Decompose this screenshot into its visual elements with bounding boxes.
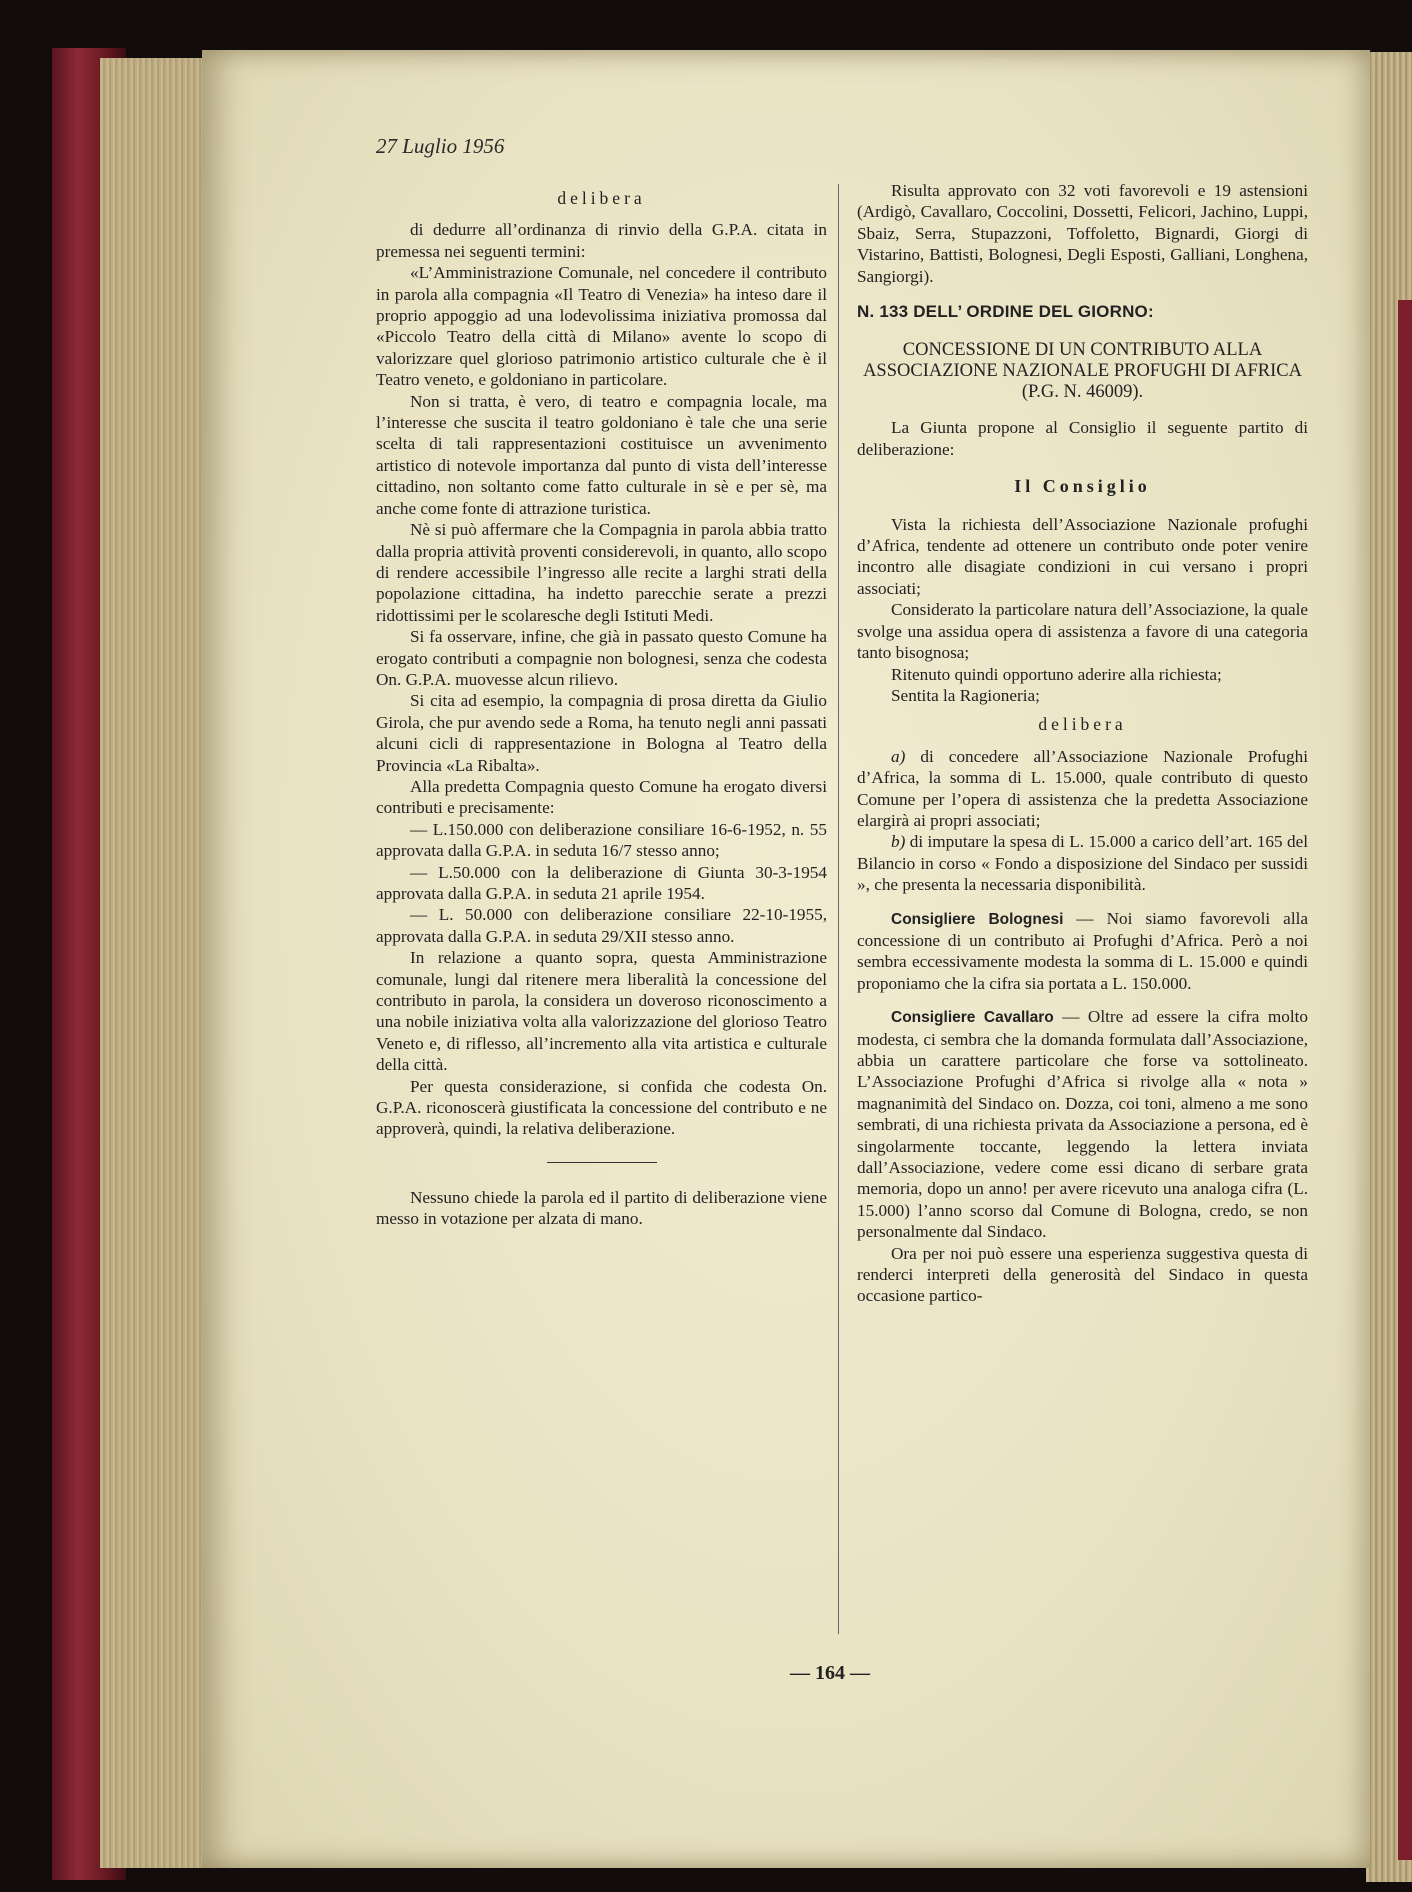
- page-edges-left: [100, 58, 210, 1868]
- paragraph: In relazione a quanto sopra, questa Amministrazione comunale, lungi dal ritenere mera liberalità la concessione del contributo in parola, la considera un doveroso riconoscimento a una nobile iniziativa volta alla valorizzazione del glorioso Teatro Veneto e, di riflesso, all’incremento alla vita artistica e culturale della città.: [376, 948, 827, 1075]
- consiglio-heading: Il Consiglio: [1014, 476, 1151, 497]
- paragraph: Ritenuto quindi opportuno aderire alla richiesta;: [891, 664, 1222, 684]
- paragraph: Risulta approvato con 32 voti favorevoli e 19 astensioni (Ardigò, Cavallaro, Coccolini, Dossetti, Felicori, Jachino, Luppi, Sbaiz, Serra, Stupazzoni, Toffoletto, Bignardi, Giorgi di Vistarino, Battisti, Bolognesi, Degli Esposti, Galliani, Longhena, Sangiorgi).: [857, 181, 1308, 286]
- speaker-name: Consigliere Bolognesi: [891, 910, 1064, 928]
- contribution-item: — L.50.000 con la deliberazione di Giunta 30-3-1954 approvata dalla G.P.A. in seduta 21 aprile 1954.: [376, 862, 827, 903]
- speech-text: — Oltre ad essere la cifra molto modesta, ci sembra che la domanda formulata dall’Associazione, abbia un carattere particolare che forse va sottolineato. L’Associazione Profughi d’Africa si rivolge alla « nota » magnanimità del Sindaco on. Dozza, coi toni, almeno a me sono sembrati, di una richiesta privata da Associazione a persona, ed è singolarmente toccante, leggendo la lettera inviata dall’Associazione, vedere come essi dicano di serbare grata memoria, dopo un anno! per avere ricevuto una analoga cifra (L. 15.000) l’anno scorso dal Comune di Bologna, credo, se non personalmente dal Sindaco.: [857, 1007, 1308, 1242]
- item-letter: a): [891, 746, 906, 766]
- item-letter: b): [891, 832, 906, 852]
- paragraph: Ora per noi può essere una esperienza suggestiva questa di renderci interpreti della generosità del Sindaco in questa occasione partico-: [857, 1243, 1308, 1306]
- paragraph: Nessuno chiede la parola ed il partito di deliberazione viene messo in votazione per alzata di mano.: [376, 1187, 827, 1229]
- paragraph: di dedurre all’ordinanza di rinvio della G.P.A. citata in premessa nei seguenti termini:: [376, 220, 827, 261]
- agenda-subject: CONCESSIONE DI UN CONTRIBUTO ALLA ASSOCIAZIONE NAZIONALE PROFUGHI DI AFRICA (P.G. N. 46009).: [863, 340, 1302, 403]
- page-number: — 164 —: [790, 1662, 870, 1684]
- paragraph: Sentita la Ragioneria;: [891, 685, 1040, 705]
- item-text: di concedere all’Associazione Nazionale Profughi d’Africa, la somma di L. 15.000, quale contributo di questo Comune per l’opera di assistenza che la predetta Associazione elargirà ai propri associati;: [857, 746, 1308, 830]
- paragraph: Considerato la particolare natura dell’Associazione, la quale svolge una assidua opera di assistenza a favore di una categoria tanto bisognosa;: [857, 600, 1308, 663]
- paragraph: Vista la richiesta dell’Associazione Nazionale profughi d’Africa, tendente ad ottenere un contributo onde poter venire incontro alle disagiate condizioni in cui versano i propri associati;: [857, 514, 1308, 598]
- page-header-date: 27 Luglio 1956: [376, 134, 505, 158]
- resolution-item-b: [857, 831, 1308, 895]
- paragraph: Si fa osservare, infine, che già in passato questo Comune ha erogato contributi a compagnie non bolognesi, senza che codesta On. G.P.A. muovesse alcun rilievo.: [376, 627, 827, 689]
- speech-bolognesi: [857, 908, 1308, 995]
- column-divider: [838, 184, 839, 1634]
- left-column: [376, 180, 827, 1230]
- paragraph: Alla predetta Compagnia questo Comune ha erogato diversi contributi e precisamente:: [376, 776, 827, 818]
- delibera-heading: delibera: [1038, 714, 1127, 735]
- paragraph: Nè si può affermare che la Compagnia in parola abbia tratto dalla propria attività proventi considerevoli, in quanto, allo scopo di rendere accessibile l’ingresso alle recite a larghi strati della popolazione cittadina, ha indetto parecchie serate a prezzi ridottissimi per le scolaresche degli Istituti Medi.: [376, 520, 827, 625]
- book-binding-right: [1398, 300, 1412, 1860]
- contribution-item: — L.150.000 con deliberazione consiliare 16-6-1952, n. 55 approvata dalla G.P.A. in seduta 16/7 stesso anno;: [376, 819, 827, 861]
- paragraph: Non si tratta, è vero, di teatro e compagnia locale, ma l’interesse che suscita il teatro goldoniano è tale che una serie scelta di tali rappresentazioni costituisce un avvenimento artistico di notevole importanza dal punto di vista dell’interesse cittadino, non soltanto come fatto culturale in sè e per sè, ma anche come fonte di attrazione turistica.: [376, 391, 827, 518]
- resolution-item-a: [857, 746, 1308, 832]
- delibera-heading: delibera: [557, 188, 646, 208]
- paragraph: «L’Amministrazione Comunale, nel concedere il contributo in parola alla compagnia «Il Teatro di Venezia» ha inteso dare il proprio appoggio ad una lodevolissima iniziativa promossa dal «Piccolo Teatro della città di Milano» avente lo scopo di valorizzare quel glorioso patrimonio artistico culturale che è il Teatro veneto, e goldoniano in particolare.: [376, 263, 827, 390]
- item-text: di imputare la spesa di L. 15.000 a carico dell’art. 165 del Bilancio in corso « Fondo a disposizione del Sindaco per sussidi », che presenta la necessaria disponibilità.: [857, 832, 1308, 895]
- paragraph: La Giunta propone al Consiglio il seguente partito di deliberazione:: [857, 418, 1308, 459]
- speech-text: — Noi siamo favorevoli alla concessione di un contributo ai Profughi d’Africa. Però a noi sembra eccessivamente modesta la somma di L. 15.000 e quindi proponiamo che la cifra sia portata a L. 150.000.: [857, 908, 1308, 993]
- contribution-item: — L. 50.000 con deliberazione consiliare 22-10-1955, approvata dalla G.P.A. in seduta 29/XII stesso anno.: [376, 905, 827, 946]
- paragraph: Si cita ad esempio, la compagnia di prosa diretta da Giulio Girola, che pur avendo sede a Roma, ha tenuto negli anni passati alcuni cicli di rappresentazione in Bologna al Teatro della Provincia «La Ribalta».: [376, 691, 827, 775]
- paragraph: Per questa considerazione, si confida che codesta On. G.P.A. riconoscerà giustificata la concessione del contributo e ne approverà, quindi, la relativa deliberazione.: [376, 1076, 827, 1139]
- agenda-item-heading: N. 133 DELL’ ORDINE DEL GIORNO:: [857, 302, 1154, 322]
- speech-cavallaro: [857, 1006, 1308, 1242]
- speaker-name: Consigliere Cavallaro: [891, 1009, 1054, 1027]
- right-column: [857, 180, 1308, 1307]
- section-rule: [547, 1162, 657, 1163]
